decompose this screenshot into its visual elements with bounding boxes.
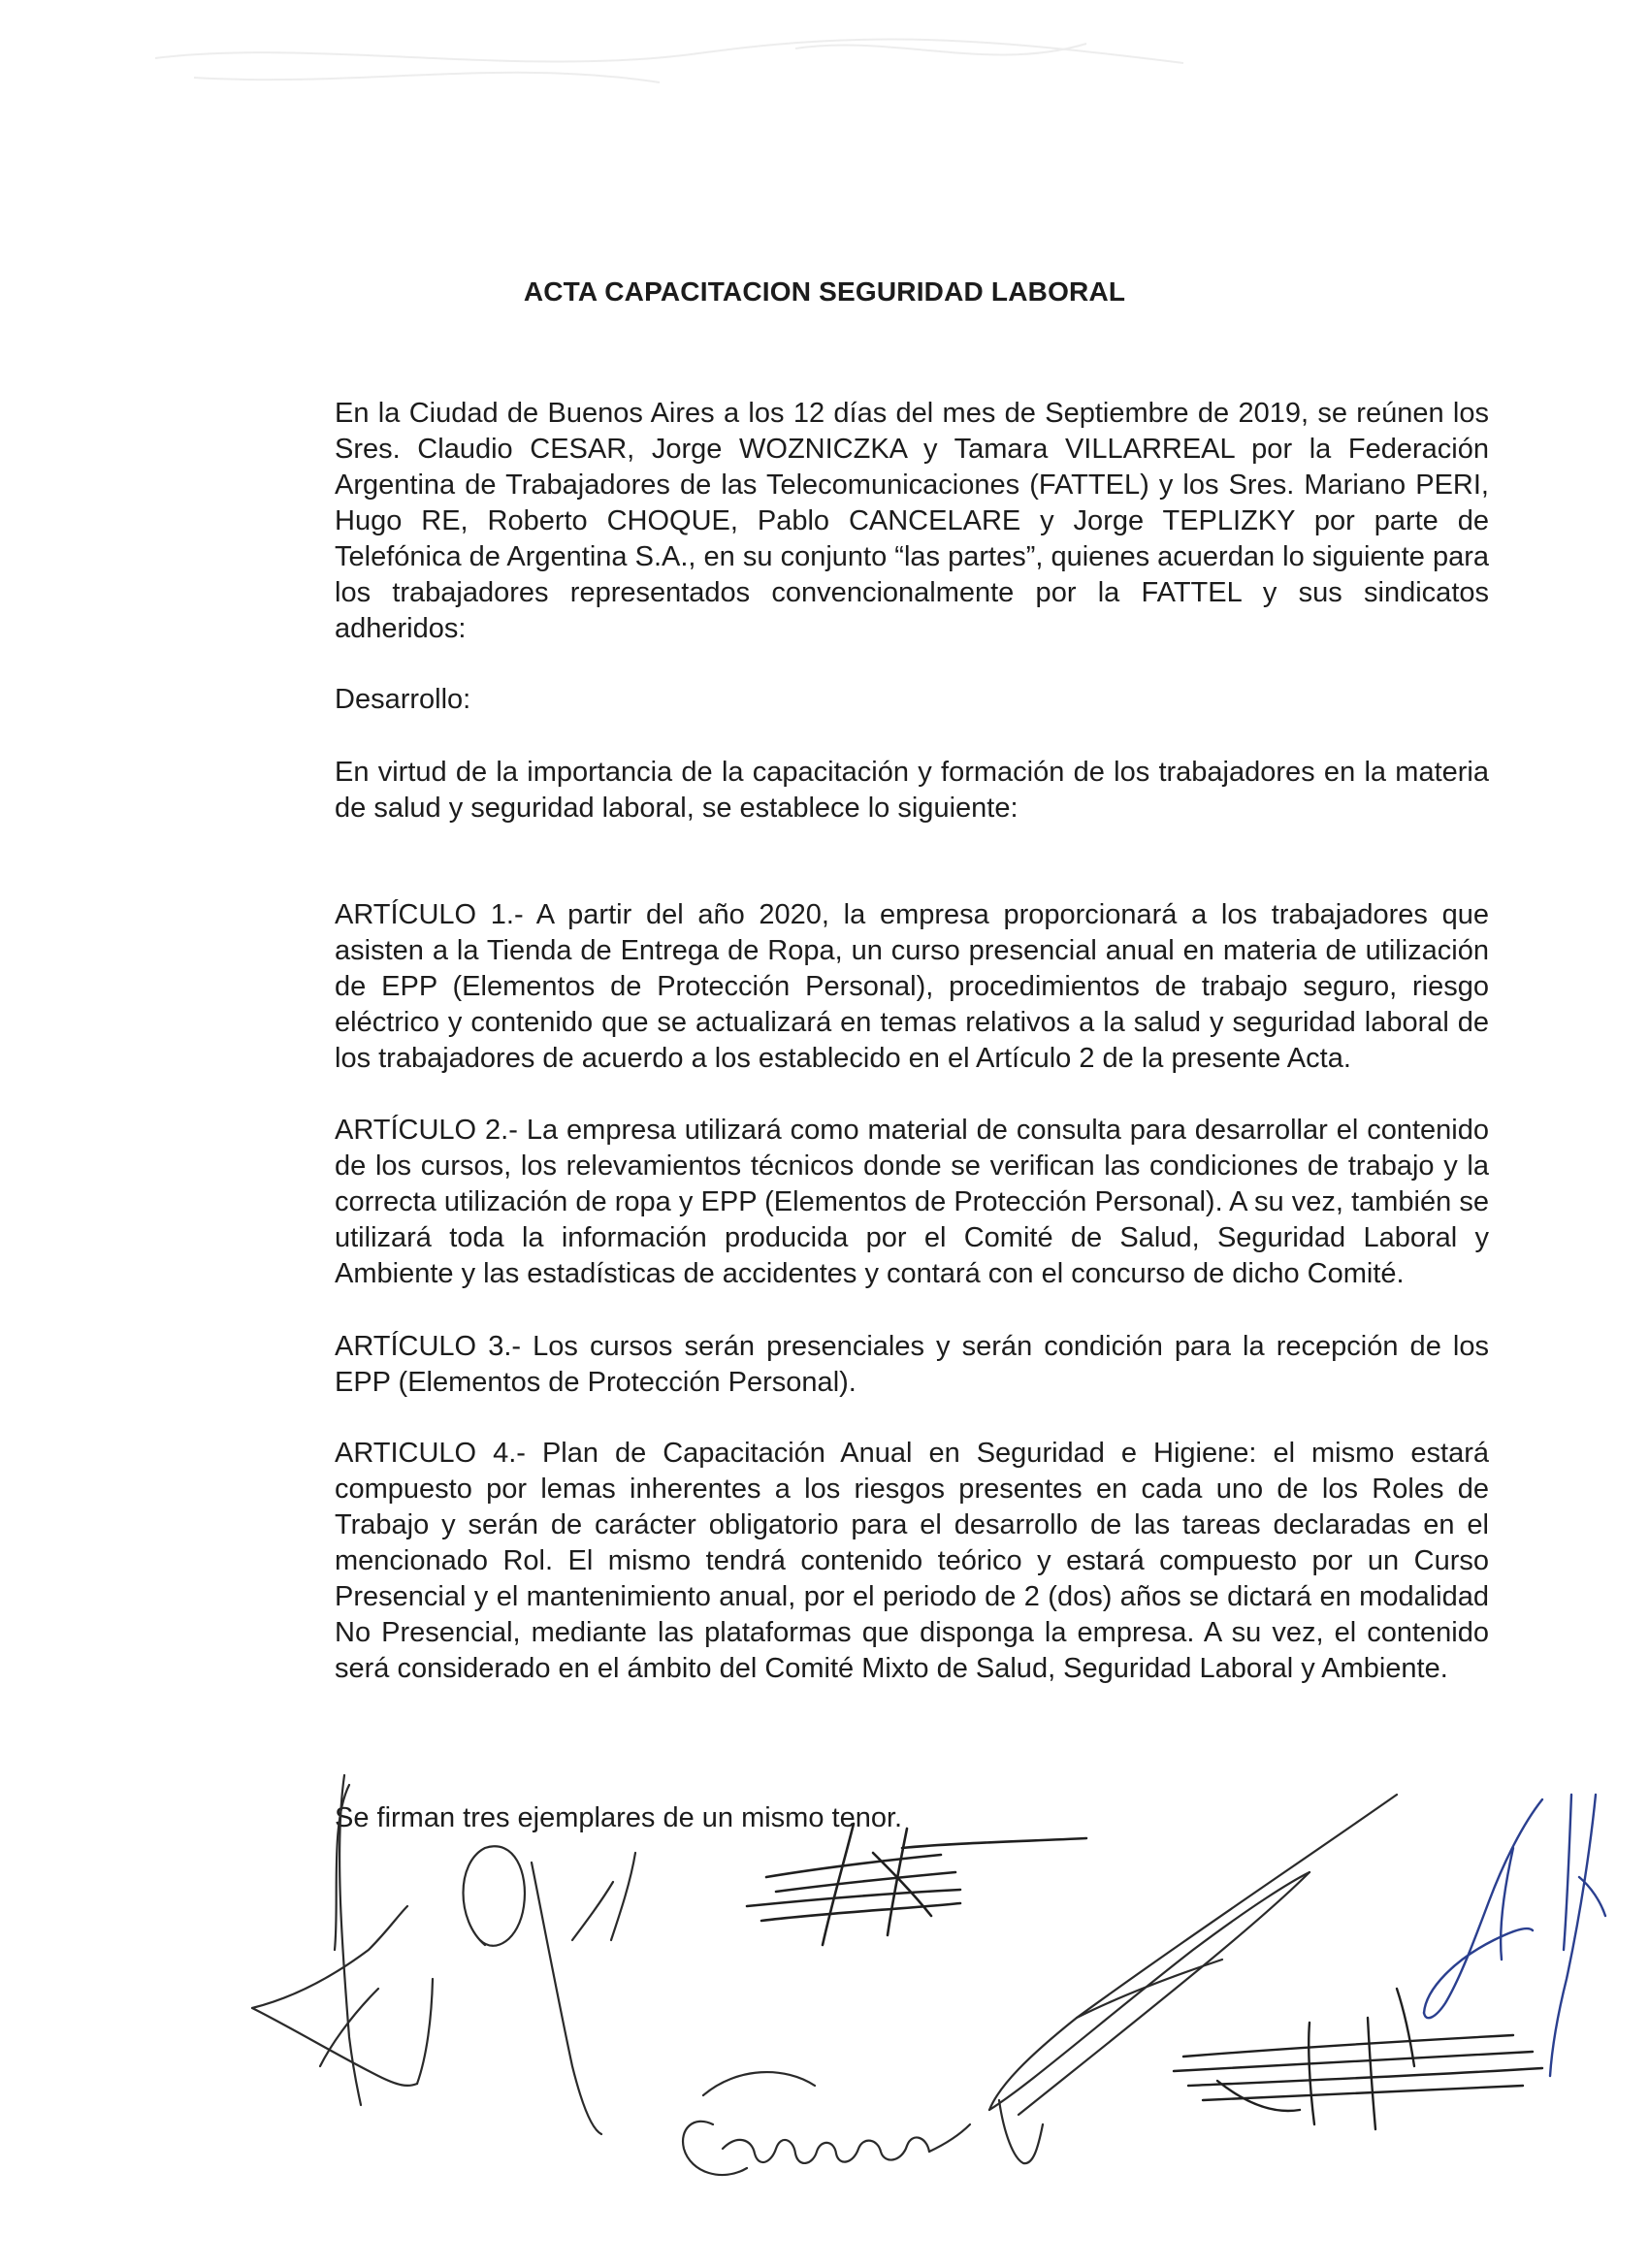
development-paragraph: En virtud de la importancia de la capacitación y formación de los trabajadores en la materia de salud y seguridad laboral, se establece lo siguiente: bbox=[335, 757, 1489, 824]
document-title: ACTA CAPACITACION SEGURIDAD LABORAL bbox=[523, 276, 1126, 307]
signature-7 bbox=[1174, 1989, 1542, 2129]
article-2: ARTÍCULO 2.- La empresa utilizará como material de consulta para desarrollar el contenido de los cursos, los relevamientos técnicos donde se verifican las condiciones de trabajo y la correcta utilización de ropa y EPP (Elementos de Protección Personal). A su vez, también se utilizará toda la información producida por el Comité de Salud, Seguridad Laboral y Ambiente y las estadísticas de accidentes y contará con el concurso de dicho Comité. bbox=[335, 1115, 1489, 1289]
intro-paragraph: En la Ciudad de Buenos Aires a los 12 días del mes de Septiembre de 2019, se reúnen los Sres. Claudio CESAR, Jorge WOZNICZKA y Tamara VILLARREAL por la Federación Argentina de Trabajadores de las Telecomunicaciones (FATTEL) y los Sres. Mariano PERI, Hugo RE, Roberto CHOQUE, Pablo CANCELARE y Jorge TEPLIZKY por parte de Telefónica de Argentina S.A., en su conjunto “las partes”, quienes acuerdan lo siguiente para los trabajadores representados convencionalmente por la FATTEL y sus sindicatos adheridos: bbox=[335, 398, 1489, 644]
signature-2 bbox=[464, 1846, 636, 2134]
article-4: ARTICULO 4.- Plan de Capacitación Anual en Seguridad e Higiene: el mismo estará compuesto por lemas inherentes a los riesgos presentes en cada uno de los Roles de Trabajo y serán de carácter obligatorio para el desarrollo de las tareas declaradas en el mencionado Rol. El mismo tendrá contenido teórico y estará compuesto por un Curso Presencial y el mantenimiento anual, por el periodo de 2 (dos) años se dictará en modalidad No Presencial, mediante las plataformas que disponga la empresa. A su vez, el contenido será considerado en el ámbito del Comité Mixto de Salud, Seguridad Laboral y Ambiente. bbox=[335, 1438, 1489, 1684]
signature-3 bbox=[747, 1824, 1086, 1945]
scan-bleed-through bbox=[116, 19, 1533, 107]
article-3: ARTÍCULO 3.- Los cursos serán presenciales y serán condición para la recepción de los EPP (Elementos de Protección Personal). bbox=[335, 1331, 1489, 1398]
signature-4 bbox=[989, 1795, 1397, 2115]
signature-6 bbox=[1424, 1795, 1605, 2076]
signature-5 bbox=[683, 2072, 1043, 2175]
article-1: ARTÍCULO 1.- A partir del año 2020, la empresa proporcionará a los trabajadores que asisten a la Tienda de Entrega de Ropa, un curso presencial anual en materia de utilización de EPP (Elementos de Protección Personal), procedimientos de trabajo seguro, riesgo eléctrico y contenido que se actualizará en temas relativos a la salud y seguridad laboral de los trabajadores de acuerdo a los establecido en el Artículo 2 de la presente Acta. bbox=[335, 899, 1489, 1074]
section-heading: Desarrollo: bbox=[335, 684, 471, 715]
closing-statement: Se firman tres ejemplares de un mismo tenor. bbox=[335, 1802, 903, 1833]
